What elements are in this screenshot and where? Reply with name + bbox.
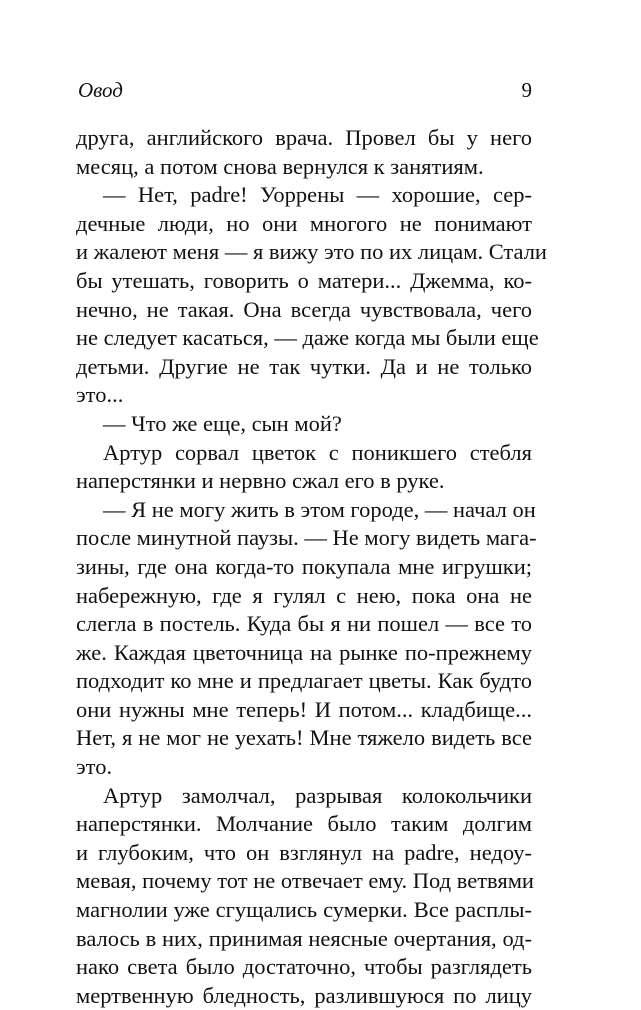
text-line: наперстянки и нервно сжал его в руке. bbox=[76, 468, 445, 494]
text-line: Нет, я не мог не уехать! Мне тяжело видеть все bbox=[76, 725, 532, 751]
paragraph bbox=[76, 410, 532, 439]
paragraph bbox=[76, 124, 532, 181]
text-line: и жалеют меня — я вижу это по их лицам. Стали bbox=[76, 239, 547, 265]
text-line: это... bbox=[76, 382, 124, 408]
text-line: они нужны мне теперь! И потом... кладбище... bbox=[76, 696, 532, 722]
text-line: и глубоким, что он взглянул на padre, недоу- bbox=[76, 839, 532, 865]
page-header bbox=[76, 78, 532, 108]
text-line: месяц, а потом снова вернулся к занятиям. bbox=[76, 153, 484, 179]
text-line: мертвенную бледность, разлившуюся по лицу bbox=[76, 982, 532, 1008]
paragraph bbox=[76, 439, 532, 496]
text-line: нако света было достаточно, чтобы разглядеть bbox=[76, 954, 532, 980]
page-number: 9 bbox=[521, 78, 532, 102]
text-line: наперстянки. Молчание было таким долгим bbox=[76, 811, 532, 837]
text-line: валось в них, принимая неясные очертания, од- bbox=[76, 925, 532, 951]
text-line: дечные люди, но они многого не понимают bbox=[76, 210, 532, 236]
text-line: это. bbox=[76, 754, 113, 780]
paragraph bbox=[76, 782, 532, 1010]
text-line: — Я не могу жить в этом городе, — начал он bbox=[103, 496, 536, 522]
text-line: — Что же еще, сын мой? bbox=[103, 410, 342, 436]
text-line: же. Каждая цветочница на рынке по-прежнему bbox=[76, 639, 532, 665]
body-text bbox=[76, 124, 547, 1010]
text-line: набережную, где я гулял с нею, пока она не bbox=[76, 582, 532, 608]
text-line: после минутной паузы. — Не могу видеть мага- bbox=[76, 525, 537, 551]
text-line: — Нет, padre! Уоррены — хорошие, сер- bbox=[103, 182, 532, 208]
text-line: мевая, почему тот не отвечает ему. Под ветвями bbox=[76, 868, 534, 894]
text-line: слегла в постель. Куда бы я ни пошел — все то bbox=[76, 611, 532, 637]
text-line: нечно, не такая. Она всегда чувствовала, чего bbox=[76, 296, 532, 322]
text-line: друга, английского врача. Провел бы у него bbox=[76, 125, 532, 150]
text-line: зины, где она когда-то покупала мне игрушки; bbox=[76, 553, 532, 579]
text-line: не следует касаться, — даже когда мы были еще bbox=[76, 325, 539, 351]
text-line: магнолии уже сгущались сумерки. Все расплы- bbox=[76, 897, 532, 923]
running-title: Овод bbox=[78, 78, 123, 102]
paragraph bbox=[76, 181, 547, 410]
text-line: Артур замолчал, разрывая колокольчики bbox=[103, 782, 532, 808]
text-line: бы утешать, говорить о матери... Джемма, ко- bbox=[76, 267, 532, 293]
text-line: детьми. Другие не так чутки. Да и не только bbox=[76, 353, 532, 379]
text-line: Артур сорвал цветок с поникшего стебля bbox=[103, 439, 532, 465]
text-line: подходит ко мне и предлагает цветы. Как будто bbox=[76, 668, 532, 694]
book-page bbox=[76, 78, 547, 1010]
paragraph bbox=[76, 496, 537, 782]
